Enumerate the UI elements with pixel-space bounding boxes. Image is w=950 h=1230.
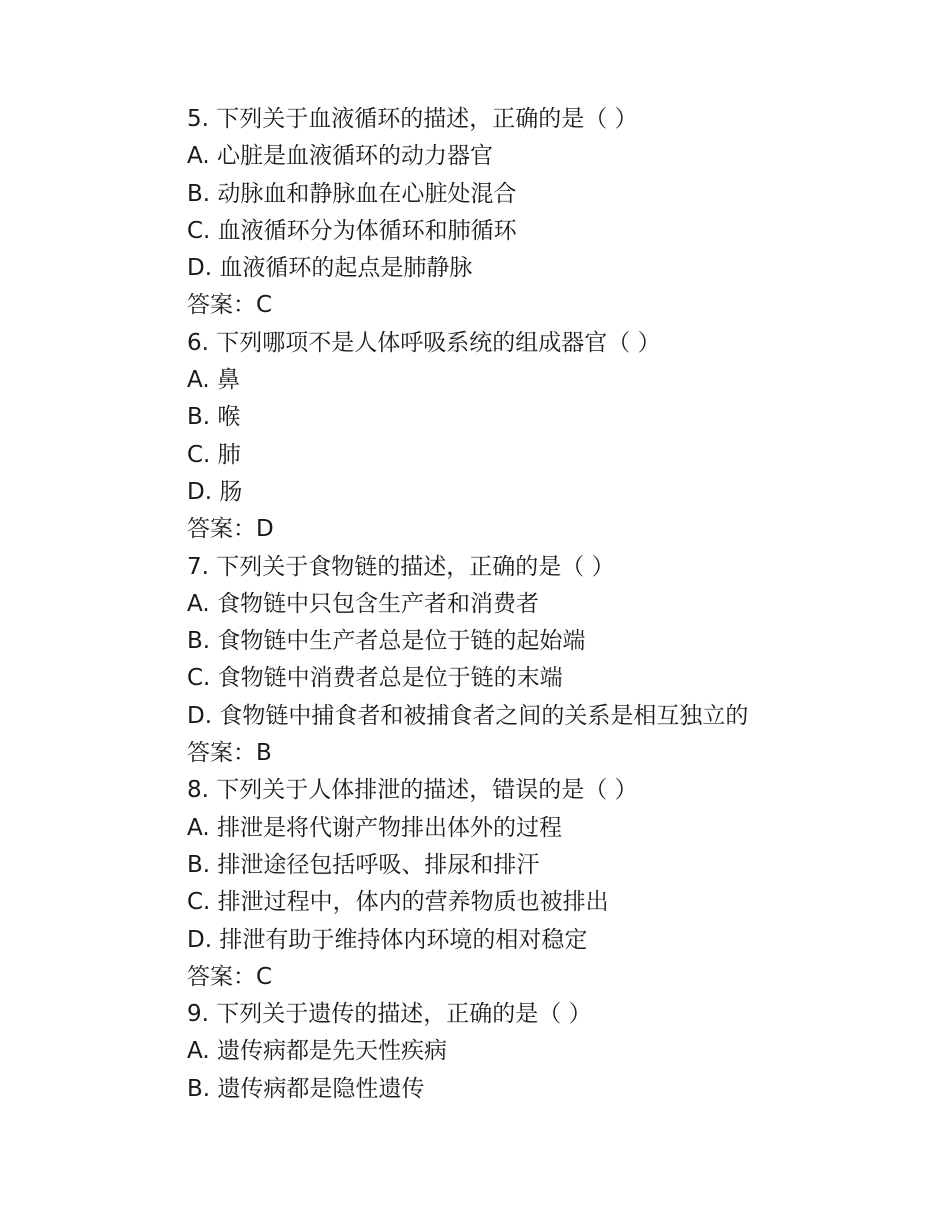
question-option: B. 遗传病都是隐性遗传 [187, 1075, 425, 1102]
question-option: A. 遗传病都是先天性疾病 [187, 1038, 447, 1065]
question-stem: 7. 下列关于食物链的描述，正确的是（ ） [187, 553, 615, 580]
question-answer: 答案：D [187, 516, 274, 543]
question-option: B. 喉 [187, 404, 241, 431]
question-option: C. 血液循环分为体循环和肺循环 [187, 217, 517, 244]
question-option: C. 食物链中消费者总是位于链的末端 [187, 665, 563, 692]
question-stem: 9. 下列关于遗传的描述，正确的是（ ） [187, 1001, 592, 1028]
question-option: D. 食物链中捕食者和被捕食者之间的关系是相互独立的 [187, 702, 749, 729]
question-stem: 8. 下列关于人体排泄的描述，错误的是（ ） [187, 777, 638, 804]
question-answer: 答案：C [187, 292, 273, 319]
question-option: A. 鼻 [187, 367, 240, 394]
question-option: B. 动脉血和静脉血在心脏处混合 [187, 180, 517, 207]
question-option: A. 排泄是将代谢产物排出体外的过程 [187, 814, 562, 841]
question-option: C. 肺 [187, 441, 241, 468]
question-list [187, 101, 887, 1108]
question-answer: 答案：B [187, 740, 272, 767]
question-option: B. 排泄途径包括呼吸、排尿和排汗 [187, 851, 540, 878]
question-option: B. 食物链中生产者总是位于链的起始端 [187, 628, 586, 655]
question-stem: 6. 下列哪项不是人体呼吸系统的组成器官（ ） [187, 329, 661, 356]
question-stem: 5. 下列关于血液循环的描述，正确的是（ ） [187, 106, 638, 132]
question-option: D. 血液循环的起点是肺静脉 [187, 255, 473, 282]
question-option: A. 心脏是血液循环的动力器官 [187, 143, 493, 170]
question-answer: 答案：C [187, 963, 273, 990]
question-option: A. 食物链中只包含生产者和消费者 [187, 590, 539, 617]
question-option: D. 肠 [187, 478, 243, 505]
question-option: C. 排泄过程中，体内的营养物质也被排出 [187, 889, 609, 916]
question-option: D. 排泄有助于维持体内环境的相对稳定 [187, 926, 588, 953]
